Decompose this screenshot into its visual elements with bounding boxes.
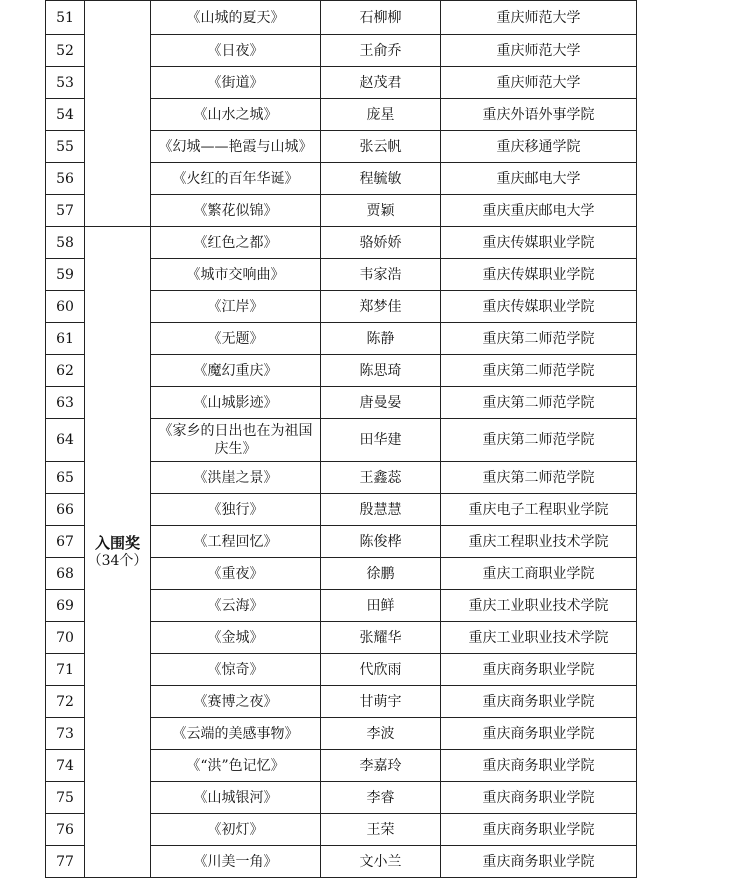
author-name: 张云帆 — [321, 131, 441, 163]
row-number: 52 — [46, 35, 85, 67]
author-name: 田鲜 — [321, 590, 441, 622]
work-title: 《火红的百年华诞》 — [151, 163, 321, 195]
school-name: 重庆工业职业技术学院 — [441, 590, 637, 622]
school-name: 重庆传媒职业学院 — [441, 227, 637, 259]
school-name: 重庆第二师范学院 — [441, 323, 637, 355]
work-title: 《城市交响曲》 — [151, 259, 321, 291]
author-name: 唐曼晏 — [321, 387, 441, 419]
author-name: 张耀华 — [321, 622, 441, 654]
work-title: 《红色之都》 — [151, 227, 321, 259]
table-row — [46, 227, 637, 259]
row-number: 75 — [46, 782, 85, 814]
school-name: 重庆工商职业学院 — [441, 558, 637, 590]
author-name: 石柳柳 — [321, 1, 441, 35]
school-name: 重庆师范大学 — [441, 1, 637, 35]
work-title: 《街道》 — [151, 67, 321, 99]
row-number: 53 — [46, 67, 85, 99]
table-row — [46, 1, 637, 35]
author-name: 陈思琦 — [321, 355, 441, 387]
school-name: 重庆商务职业学院 — [441, 654, 637, 686]
author-name: 甘萌宇 — [321, 686, 441, 718]
award-name: 入围奖 — [94, 534, 140, 552]
row-number: 58 — [46, 227, 85, 259]
school-name: 重庆电子工程职业学院 — [441, 494, 637, 526]
table-body — [46, 1, 637, 878]
author-name: 李波 — [321, 718, 441, 750]
author-name: 陈俊桦 — [321, 526, 441, 558]
award-list-table — [45, 0, 637, 878]
school-name: 重庆商务职业学院 — [441, 718, 637, 750]
row-number: 63 — [46, 387, 85, 419]
work-title: 《魔幻重庆》 — [151, 355, 321, 387]
row-number: 54 — [46, 99, 85, 131]
row-number: 73 — [46, 718, 85, 750]
author-name: 李嘉玲 — [321, 750, 441, 782]
school-name: 重庆第二师范学院 — [441, 355, 637, 387]
author-name: 王荣 — [321, 814, 441, 846]
row-number: 65 — [46, 462, 85, 494]
school-name: 重庆第二师范学院 — [441, 387, 637, 419]
award-count: （34个） — [87, 553, 148, 569]
row-number: 51 — [46, 1, 85, 35]
work-title: 《山城的夏天》 — [151, 1, 321, 35]
row-number: 60 — [46, 291, 85, 323]
school-name: 重庆传媒职业学院 — [441, 291, 637, 323]
author-name: 李睿 — [321, 782, 441, 814]
work-title: 《幻城——艳霞与山城》 — [151, 131, 321, 163]
school-name: 重庆师范大学 — [441, 67, 637, 99]
author-name: 殷慧慧 — [321, 494, 441, 526]
school-name: 重庆商务职业学院 — [441, 814, 637, 846]
school-name: 重庆商务职业学院 — [441, 782, 637, 814]
row-number: 59 — [46, 259, 85, 291]
work-title: 《云端的美感事物》 — [151, 718, 321, 750]
school-name: 重庆传媒职业学院 — [441, 259, 637, 291]
author-name: 赵茂君 — [321, 67, 441, 99]
author-name: 代欣雨 — [321, 654, 441, 686]
award-cell — [85, 227, 151, 878]
school-name: 重庆商务职业学院 — [441, 750, 637, 782]
work-title: 《惊奇》 — [151, 654, 321, 686]
author-name: 田华建 — [321, 419, 441, 462]
work-title: 《独行》 — [151, 494, 321, 526]
row-number: 61 — [46, 323, 85, 355]
school-name: 重庆重庆邮电大学 — [441, 195, 637, 227]
author-name: 王鑫蕊 — [321, 462, 441, 494]
author-name: 王俞乔 — [321, 35, 441, 67]
school-name: 重庆移通学院 — [441, 131, 637, 163]
school-name: 重庆师范大学 — [441, 35, 637, 67]
author-name: 庞星 — [321, 99, 441, 131]
row-number: 70 — [46, 622, 85, 654]
row-number: 56 — [46, 163, 85, 195]
work-title: 《山城影迹》 — [151, 387, 321, 419]
row-number: 57 — [46, 195, 85, 227]
row-number: 68 — [46, 558, 85, 590]
school-name: 重庆工程职业技术学院 — [441, 526, 637, 558]
author-name: 程毓敏 — [321, 163, 441, 195]
work-title: 《无题》 — [151, 323, 321, 355]
author-name: 贾颖 — [321, 195, 441, 227]
row-number: 77 — [46, 846, 85, 878]
work-title: 《云海》 — [151, 590, 321, 622]
author-name: 郑梦佳 — [321, 291, 441, 323]
work-title: 《家乡的日出也在为祖国庆生》 — [151, 419, 321, 462]
author-name: 陈静 — [321, 323, 441, 355]
row-number: 62 — [46, 355, 85, 387]
award-cell-previous-group — [85, 1, 151, 227]
author-name: 骆娇娇 — [321, 227, 441, 259]
author-name: 徐鹏 — [321, 558, 441, 590]
work-title: 《工程回忆》 — [151, 526, 321, 558]
work-title: 《川美一角》 — [151, 846, 321, 878]
work-title: 《“洪”色记忆》 — [151, 750, 321, 782]
row-number: 55 — [46, 131, 85, 163]
school-name: 重庆商务职业学院 — [441, 686, 637, 718]
work-title: 《重夜》 — [151, 558, 321, 590]
school-name: 重庆邮电大学 — [441, 163, 637, 195]
school-name: 重庆第二师范学院 — [441, 462, 637, 494]
work-title: 《初灯》 — [151, 814, 321, 846]
row-number: 72 — [46, 686, 85, 718]
row-number: 71 — [46, 654, 85, 686]
row-number: 74 — [46, 750, 85, 782]
work-title: 《洪崖之景》 — [151, 462, 321, 494]
row-number: 66 — [46, 494, 85, 526]
school-name: 重庆外语外事学院 — [441, 99, 637, 131]
school-name: 重庆工业职业技术学院 — [441, 622, 637, 654]
work-title: 《金城》 — [151, 622, 321, 654]
work-title: 《江岸》 — [151, 291, 321, 323]
school-name: 重庆第二师范学院 — [441, 419, 637, 462]
work-title: 《繁花似锦》 — [151, 195, 321, 227]
work-title: 《山水之城》 — [151, 99, 321, 131]
school-name: 重庆商务职业学院 — [441, 846, 637, 878]
row-number: 67 — [46, 526, 85, 558]
row-number: 76 — [46, 814, 85, 846]
author-name: 文小兰 — [321, 846, 441, 878]
work-title: 《赛博之夜》 — [151, 686, 321, 718]
author-name: 韦家浩 — [321, 259, 441, 291]
row-number: 69 — [46, 590, 85, 622]
work-title: 《山城银河》 — [151, 782, 321, 814]
work-title: 《日夜》 — [151, 35, 321, 67]
row-number: 64 — [46, 419, 85, 462]
